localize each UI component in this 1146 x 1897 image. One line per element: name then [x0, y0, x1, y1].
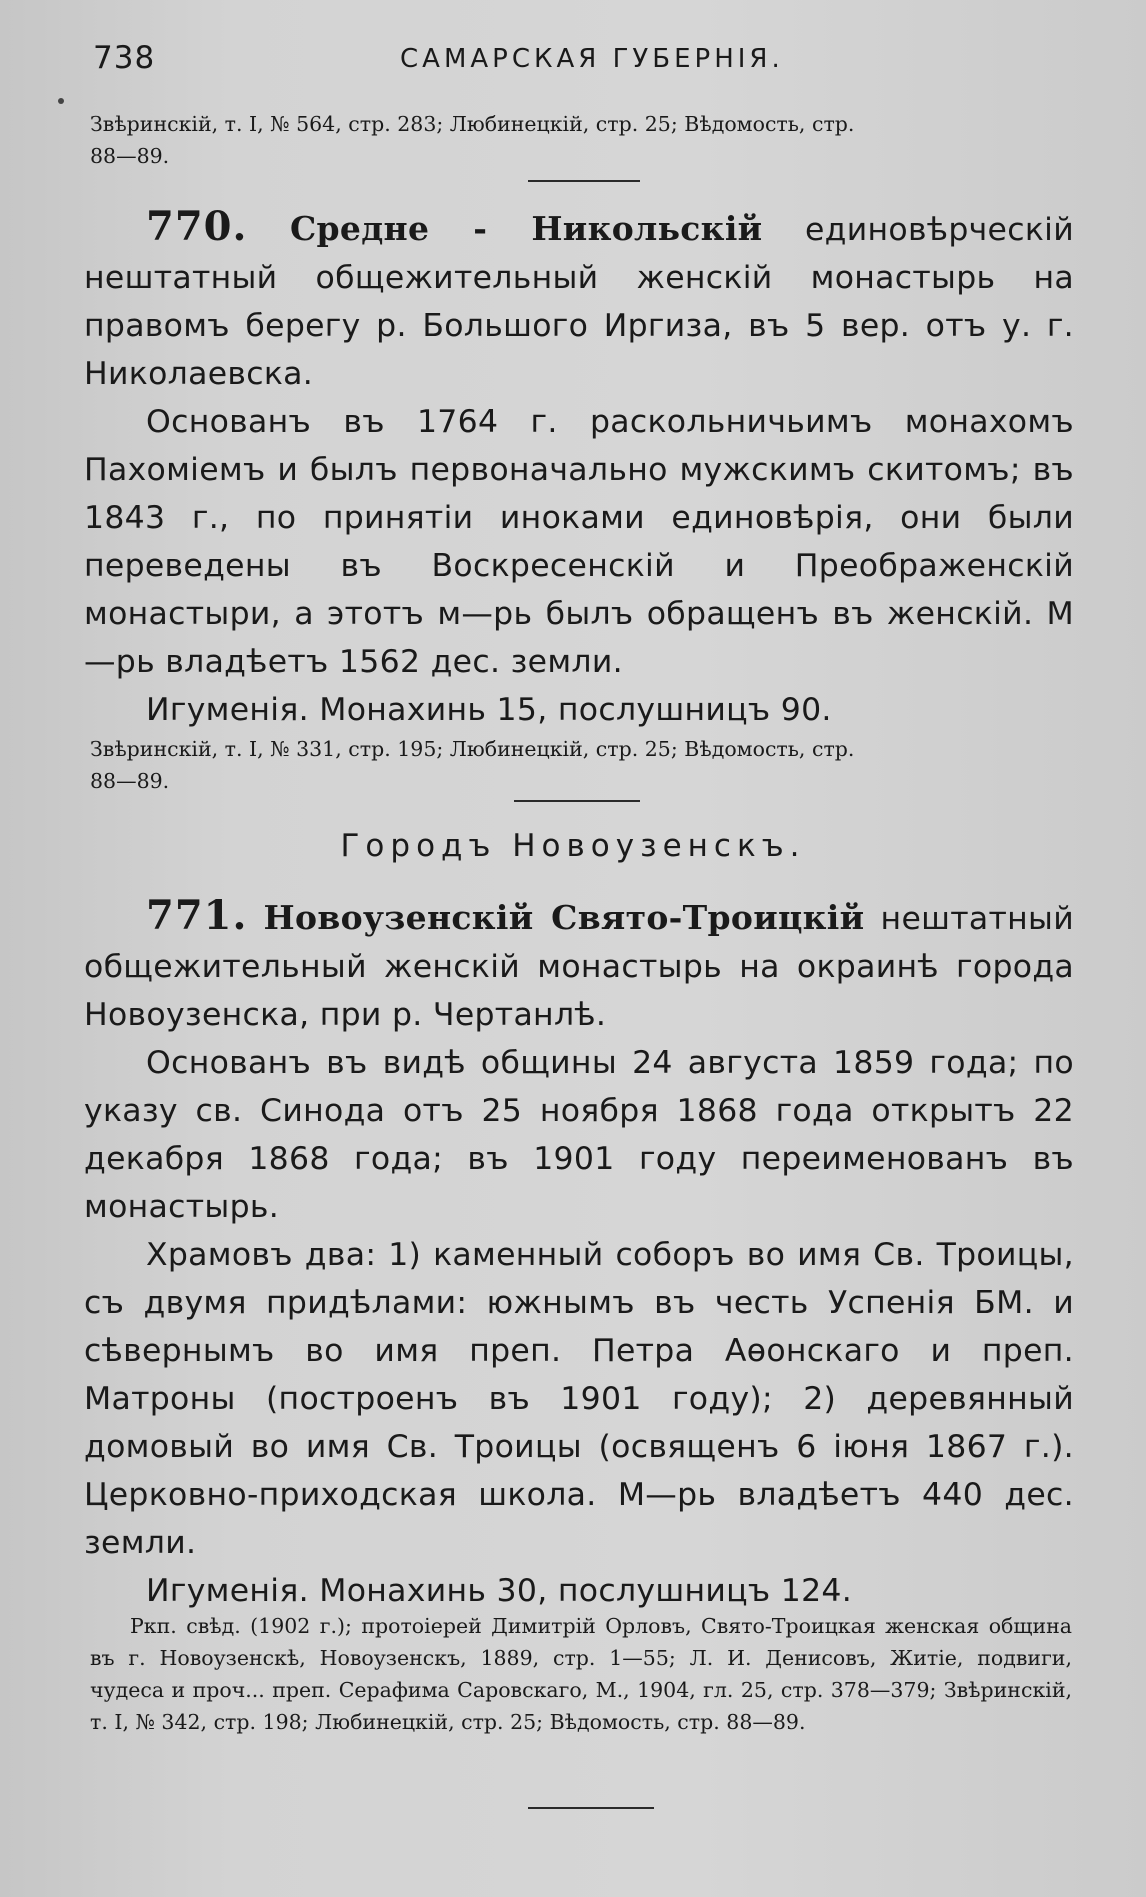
entry-771-number: 771. [146, 892, 248, 939]
entry-770-intro [84, 203, 1074, 398]
entry-771-intro-text: нештатный общежительный женскій монастырь на окраинѣ города Новоузенска, при р. Чертанлѣ. [84, 901, 1074, 1033]
section-rule [528, 180, 640, 182]
entry-771-name: Новоузенскій Свято-Троицкій [263, 898, 865, 937]
end-rule [528, 1807, 654, 1809]
entry-770-number: 770. [146, 203, 248, 250]
entry-770-intro-text: единовѣрческій нештатный общежительный женскій монастырь на правомъ берегу р. Большого Иргиза, въ 5 вер. отъ у. г. Николаевска. [84, 212, 1074, 392]
entry-770-footnote-line2: 88—89. [90, 769, 170, 793]
print-speck [58, 98, 64, 104]
entry-771-footnote: Ркп. свѣд. (1902 г.); протоіерей Димитрій Орловъ, Свято-Троицкая женская община въ г. Новоузенскѣ, Новоузенскъ, 1889, стр. 1—55; Л. И. Денисовъ, Житіе, подвиги, чудеса и проч... преп. Серафима Саровскаго, М., 1904, гл. 25, стр. 378—379; Звѣринскій, т. I, № 342, стр. 198; Любинецкій, стр. 25; Вѣдомость, стр. 88—89. [90, 1614, 1072, 1734]
page-number: 738 [93, 40, 156, 76]
top-footnote-line1: Звѣринскій, т. I, № 564, стр. 283; Любинецкій, стр. 25; Вѣдомость, стр. [90, 112, 855, 136]
top-footnote [90, 108, 1072, 172]
running-title: САМАРСКАЯ ГУБЕРНІЯ. [400, 44, 784, 74]
entry-770-footnote-line1: Звѣринскій, т. I, № 331, стр. 195; Любинецкій, стр. 25; Вѣдомость, стр. [90, 737, 855, 761]
page-header [0, 40, 1146, 80]
top-footnote-line2: 88—89. [90, 144, 170, 168]
entry-770-staff: Игуменія. Монахинь 15, послушницъ 90. [146, 692, 832, 728]
entry-770-history: Основанъ въ 1764 г. раскольничьимъ монахомъ Пахоміемъ и былъ первоначально мужскимъ скитомъ; въ 1843 г., по принятіи иноками единовѣрія, они были переведены въ Воскресенскій и Преображенскій монастыри, а этотъ м—рь былъ обращенъ въ женскій. М—рь владѣетъ 1562 дес. земли. [84, 404, 1074, 680]
city-heading: Городъ Новоузенскъ. [340, 828, 806, 864]
entry-771-churches: Храмовъ два: 1) каменный соборъ во имя Св. Троицы, съ двумя придѣлами: южнымъ въ честь Успенія БМ. и сѣвернымъ во имя преп. Петра Аѳонскаго и преп. Матроны (построенъ въ 1901 году); 2) деревянный домовый во имя Св. Троицы (освященъ 6 іюня 1867 г.). Церковно-приходская школа. М—рь владѣетъ 440 дес. земли. [84, 1237, 1074, 1561]
entry-771-intro [84, 892, 1074, 1039]
section-rule-2 [514, 800, 640, 802]
entry-771 [84, 892, 1074, 1615]
entry-770 [84, 203, 1074, 734]
entry-771-staff: Игуменія. Монахинь 30, послушницъ 124. [146, 1573, 853, 1609]
entry-771-history: Основанъ въ видѣ общины 24 августа 1859 года; по указу св. Синода отъ 25 ноября 1868 года открытъ 22 декабря 1868 года; въ 1901 году переименованъ въ монастырь. [84, 1045, 1074, 1225]
entry-770-footnote [90, 733, 1072, 797]
entry-770-name: Средне - Никольскій [289, 209, 763, 248]
